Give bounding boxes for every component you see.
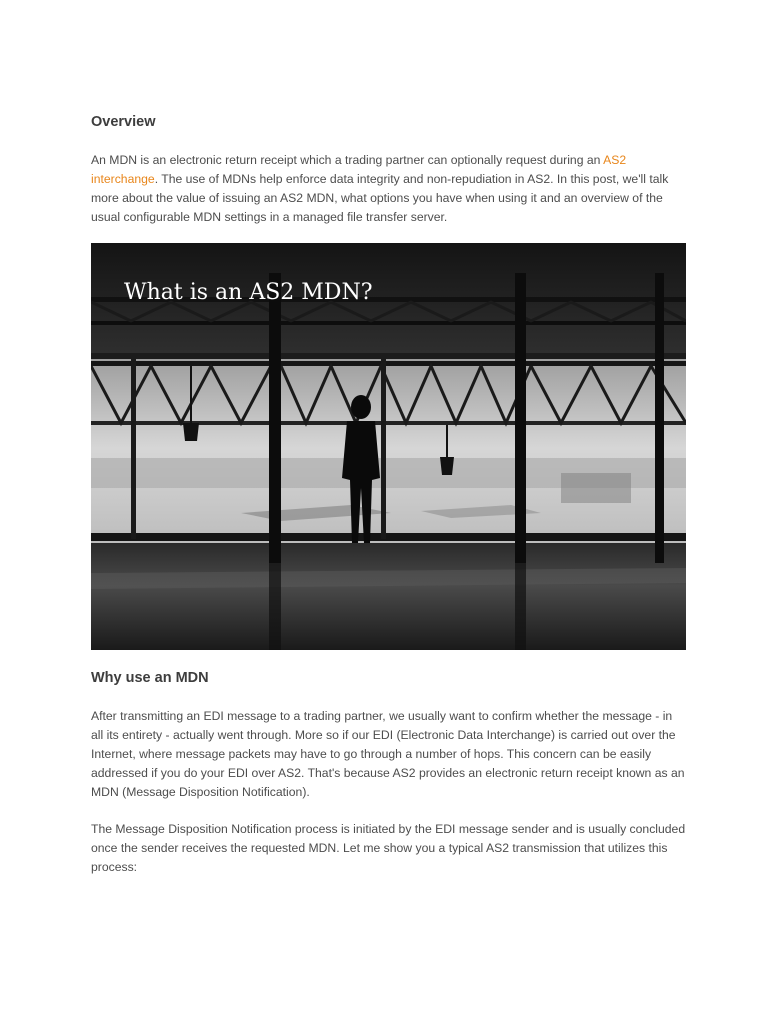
why-paragraph-1: After transmitting an EDI message to a trading partner, we usually want to confirm whether the message - in all its entirety - actually went through. More so if our EDI (Electronic Data Interchange) is carried out over the Internet, where message packets may have to go through a number of hops. This concern can be easily addressed if you do your EDI over AS2. That's because AS2 provides an electronic return receipt known as an MDN (Message Disposition Notification). bbox=[91, 709, 685, 799]
overview-text-end: . The use of MDNs help enforce data integrity and non-repudiation in AS2. In this post, we'll talk more about the value of issuing an AS2 MDN, what options you have when using it and an overview of the usual configurable MDN settings in a managed file transfer server. bbox=[91, 172, 669, 224]
why-paragraph-2: The Message Disposition Notification process is initiated by the EDI message sender and is usually concluded once the sender receives the requested MDN. Let me show you a typical AS2 transmission that utilizes this process: bbox=[91, 822, 686, 874]
overview-heading: Overview bbox=[91, 114, 156, 130]
as2-interchange-link[interactable]: AS2 interchange bbox=[91, 153, 627, 186]
hero-caption: What is an AS2 MDN? bbox=[124, 280, 373, 305]
hero-illustration bbox=[91, 243, 686, 650]
overview-text-start: An MDN is an electronic return receipt which a trading partner can optionally request during an bbox=[91, 153, 604, 167]
why-heading: Why use an MDN bbox=[91, 670, 209, 686]
overview-paragraph bbox=[91, 151, 687, 227]
hero-image bbox=[91, 243, 686, 650]
